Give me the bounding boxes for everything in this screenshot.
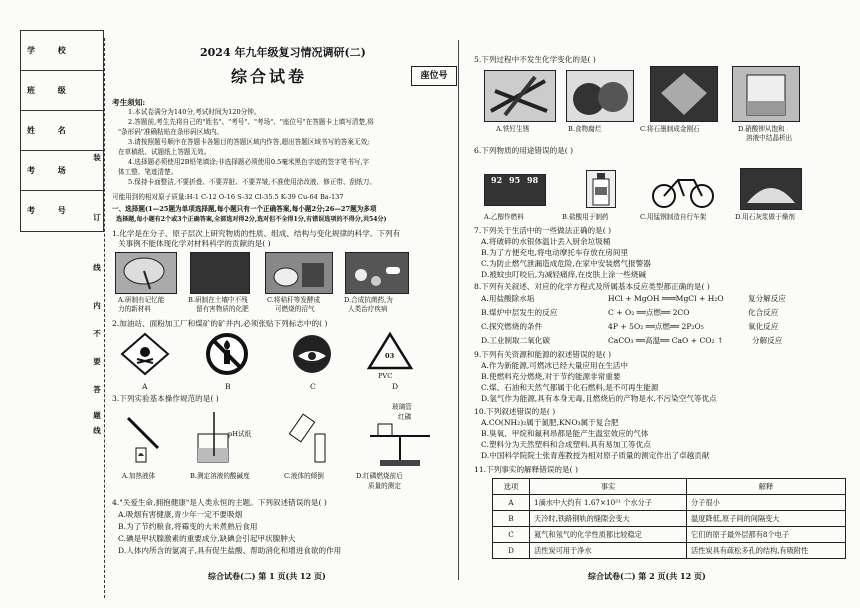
seat-number-box: 座位号 bbox=[411, 66, 457, 86]
q7-option-b: B.为了方便充电,将电动摩托车存放在房间里 bbox=[481, 248, 629, 257]
liquid-pouring-illustration bbox=[285, 410, 345, 468]
medicine-pills-image bbox=[345, 252, 409, 294]
q3-option-d-wrap: 质量的测定 bbox=[368, 482, 401, 490]
q6-option-b: B.盐酸用于制药 bbox=[562, 213, 609, 221]
q5-stem: 5.下列过程中不发生化学变化的是( ) bbox=[474, 55, 596, 64]
row-fact: 1滴水中大约有 1.67×10²¹ 个水分子 bbox=[530, 495, 687, 511]
exam-room-label: 考 场 bbox=[27, 165, 76, 175]
notice-line: "条形码"准确粘贴在条形码区域内。 bbox=[118, 128, 223, 136]
table-row bbox=[493, 527, 846, 543]
q9-option-c: C.煤、石油和天然气都属于化石燃料,是不可再生能源 bbox=[481, 383, 659, 392]
binding-char: 装 bbox=[93, 153, 101, 162]
q5-option-b: B.食物腐烂 bbox=[568, 125, 602, 133]
fuel-95: 95 bbox=[509, 175, 521, 185]
q8-row-b-equation: C + O₂ ══点燃══ 2CO bbox=[608, 308, 690, 317]
crystallization-beaker-image bbox=[732, 66, 800, 122]
q9-stem: 9.下列有关资源和能源的叙述错误的是( ) bbox=[474, 350, 612, 359]
q7-option-c: C.为防止燃气泄漏造成危险,在家中安装燃气报警器 bbox=[481, 259, 651, 268]
ph-paper-label: pH试纸 bbox=[228, 430, 252, 438]
q10-option-d: D.中国科学院院士张青莲教授为相对原子质量的测定作出了卓越贡献 bbox=[481, 451, 710, 460]
q1-option-a-wrap: 力的新材料 bbox=[118, 305, 151, 313]
glass-tube-label: 玻璃管 bbox=[392, 403, 412, 411]
graphite-diamond-image bbox=[650, 66, 718, 122]
page-footer-right: 综合试卷(二) 第 2 页(共 12 页) bbox=[588, 571, 706, 581]
header-option: 选项 bbox=[493, 479, 530, 495]
q4-option-b: B.为了节约粮食,将霉变的大米煮熟后食用 bbox=[118, 522, 258, 531]
header-explanation: 解释 bbox=[687, 479, 846, 495]
heating-liquid-illustration bbox=[118, 408, 178, 468]
q4-option-c: C.碘是甲状腺激素的重要成分,缺碘会引起甲状腺肿大 bbox=[118, 534, 296, 543]
page-divider bbox=[458, 40, 459, 580]
q7-option-d: D.被蚊虫叮咬后,为减轻痛痒,在皮肤上涂一些烧碱 bbox=[481, 270, 646, 279]
table-row bbox=[493, 543, 846, 559]
q3-stem: 3.下列实验基本操作规范的是( ) bbox=[112, 394, 219, 403]
q7-stem: 7.下列关于生活中的一些做法正确的是( ) bbox=[474, 226, 612, 235]
q8-row-d-equation: CaCO₃ ══高温══ CaO + CO₂ ↑ bbox=[608, 336, 724, 345]
q8-row-d-desc: D.工业制取二氧化碳 bbox=[481, 336, 550, 345]
exam-number-cell bbox=[21, 191, 103, 230]
bicycle-image bbox=[650, 168, 716, 210]
q3-option-b: B.测定溶液的酸碱度 bbox=[190, 472, 250, 480]
q2-option-c: C bbox=[310, 382, 316, 391]
table-row bbox=[493, 511, 846, 527]
row-option: C bbox=[493, 527, 530, 543]
notice-line: 5.保持卡面整洁,不要折叠、不要弄脏、不要弄皱,不准使用涂改液、修正带、刮纸刀。 bbox=[128, 178, 376, 186]
q4-option-d: D.人体内所含的氯离子,具有促生盐酸、帮助消化和增进食欲的作用 bbox=[118, 546, 342, 555]
section-heading: 选择题,每小题有2个或3个正确答案,全部选对得2分,选对但不全得1分,有错误选项的不得分,共54分) bbox=[116, 216, 387, 223]
q8-row-c-type: 氧化反应 bbox=[748, 322, 779, 331]
binding-line bbox=[104, 38, 105, 598]
page-footer-left: 综合试卷(二) 第 1 页(共 12 页) bbox=[208, 571, 326, 581]
q11-table bbox=[492, 478, 846, 559]
q8-row-a-equation: HCl + MgOH ═══MgCl + H₂O bbox=[608, 294, 724, 303]
table-row bbox=[493, 495, 846, 511]
binding-char: 内 bbox=[93, 301, 101, 310]
binding-char: 要 bbox=[93, 357, 101, 366]
row-option: D bbox=[493, 543, 530, 559]
q3-option-d: D.红磷燃烧前后 bbox=[356, 472, 403, 480]
q8-stem: 8.下列有关叙述、对应的化学方程式及所属基本反应类型都正确的是( ) bbox=[474, 282, 710, 291]
q6-option-c: C.用锰钢制造自行车架 bbox=[640, 213, 707, 221]
binding-char: 答 bbox=[93, 385, 101, 394]
no-fire-sign-icon bbox=[205, 332, 249, 376]
satellite-dish-image bbox=[115, 252, 177, 294]
soil-fertilizer-image bbox=[190, 252, 250, 294]
notice-line: 2.答题前,考生先将自己的"姓名"、"考号"、"考场"、"座位号"在答题卡上填写清楚,将 bbox=[128, 118, 374, 126]
q1-option-a: A.研制有记忆能 bbox=[118, 296, 165, 304]
hydrochloric-acid-bottle-image bbox=[586, 170, 616, 208]
row-fact: 氦气和氖气的化学性质都比较稳定 bbox=[530, 527, 687, 543]
exam-subtitle: 综合试卷 bbox=[231, 67, 308, 86]
q2-stem: 2.加油站、面粉加工厂和煤矿的矿井内,必须张贴下列标志中的( ) bbox=[112, 319, 328, 328]
q8-row-a-desc: A.用盐酸除水垢 bbox=[481, 294, 535, 303]
row-explanation: 活性炭具有疏松多孔的结构,有吸附性 bbox=[687, 543, 846, 559]
exam-room-cell bbox=[21, 151, 103, 191]
exam-number-label: 考 号 bbox=[27, 205, 76, 215]
section-heading: 一、选择题(1—25题为单项选择题,每小题只有一个正确答案,每小题2分;26—27题为多项 bbox=[112, 205, 377, 213]
q9-option-b: B.使燃料充分燃烧,对于节约能源非常重要 bbox=[481, 372, 621, 381]
q2-option-d: D bbox=[392, 382, 399, 391]
q9-option-a: A.作为新能源,可燃冰已经大量应用在生活中 bbox=[481, 361, 628, 370]
q3-option-a: A.加热液体 bbox=[122, 472, 156, 480]
toxic-sign-icon bbox=[120, 332, 170, 376]
q1-option-d: D.合成抗菌药,为 bbox=[344, 296, 393, 304]
pvc-label: PVC bbox=[378, 372, 393, 380]
rotten-food-image bbox=[566, 70, 634, 122]
fuel-98: 98 bbox=[527, 175, 539, 185]
q7-option-a: A.将破碎的水银体温计丢入厨余垃圾桶 bbox=[481, 237, 611, 246]
q5-option-c: C.将石墨制成金刚石 bbox=[640, 125, 700, 133]
notice-heading: 考生须知: bbox=[112, 98, 146, 107]
binding-char: 线 bbox=[93, 263, 101, 272]
q10-option-c: C.塑料分为天然塑料和合成塑料,具有易加工等优点 bbox=[481, 440, 651, 449]
school-label: 学 校 bbox=[27, 45, 76, 55]
q8-row-b-desc: B.煤炉中层发生的反应 bbox=[481, 308, 558, 317]
exam-title: 2024 年九年级复习情况调研(二) bbox=[200, 46, 366, 59]
q5-option-a: A.铁钉生锈 bbox=[496, 125, 530, 133]
q1-option-b-wrap: 留有害物质的化肥 bbox=[196, 305, 249, 313]
rusty-nails-image bbox=[484, 70, 556, 122]
q3-option-c: C.液体的倾倒 bbox=[284, 472, 324, 480]
atomic-masses: 可能用到的相对原子质量:H-1 C-12 O-16 S-32 Cl-35.5 K-39 Cu-64 Ba-137 bbox=[112, 193, 344, 201]
row-fact: 活性炭可用于净水 bbox=[530, 543, 687, 559]
binding-char: 订 bbox=[93, 213, 101, 222]
q4-stem: 4."关爱生命,拥抱健康"是人类永恒的主题。下列叙述错误的是( ) bbox=[112, 498, 327, 507]
binding-char: 不 bbox=[93, 329, 101, 338]
table-header-row bbox=[493, 479, 846, 495]
q1-stem: 关事例不能体现化学对材料科学的贡献的是( ) bbox=[118, 239, 271, 248]
q2-option-a: A bbox=[142, 382, 148, 391]
q1-option-d-wrap: 人类治疗疾病 bbox=[348, 305, 388, 313]
row-fact: 天冷时,铁路钢轨的缝隙会变大 bbox=[530, 511, 687, 527]
q8-row-c-equation: 4P + 5O₂ ══点燃══ 2P₂O₅ bbox=[608, 322, 704, 331]
q1-stem: 1.化学是在分子、原子层次上研究物质的性质、组成、结构与变化规律的科学。下列有 bbox=[112, 229, 401, 238]
q8-row-a-type: 复分解反应 bbox=[748, 294, 786, 303]
q1-option-c: C.将秸秆等发酵成 bbox=[267, 296, 321, 304]
balance-illustration bbox=[360, 420, 440, 468]
row-explanation: 它们的原子最外层都有8个电子 bbox=[687, 527, 846, 543]
notice-line: 3.请按照题号顺序在答题卡各题目的答题区域内作答,超出答题区域书写的答案无效; bbox=[128, 138, 370, 146]
notice-line: 1.本试卷满分为140分,考试时间为120分钟。 bbox=[128, 108, 261, 116]
red-phosphorus-label: 红磷 bbox=[398, 413, 412, 421]
q11-stem: 11.下列事实的解释错误的是( ) bbox=[474, 465, 578, 474]
row-explanation: 温度降低,原子间的间隔变大 bbox=[687, 511, 846, 527]
class-label: 班 级 bbox=[27, 85, 76, 95]
row-explanation: 分子很小 bbox=[687, 495, 846, 511]
q1-option-c-wrap: 可燃烧的沼气 bbox=[275, 305, 315, 313]
q6-option-d: D.用石灰浆做于燥剂 bbox=[735, 213, 795, 221]
q1-option-b: B.研制在土壤中不残 bbox=[188, 296, 248, 304]
fuel-92: 92 bbox=[491, 175, 503, 185]
q4-option-a: A.吸烟有害健康,青少年一定不要吸烟 bbox=[118, 510, 243, 519]
header-fact: 事实 bbox=[530, 479, 687, 495]
row-option: A bbox=[493, 495, 530, 511]
water-saving-sign-icon bbox=[290, 332, 334, 376]
q10-option-b: B.臭氧、甲烷和氟利昂都是能产生温室效应的气体 bbox=[481, 429, 649, 438]
q5-option-d: D.硝酸钾从饱和 bbox=[738, 125, 785, 133]
q2-option-b: B bbox=[225, 382, 231, 391]
binding-char: 线 bbox=[93, 426, 101, 435]
student-info-box bbox=[20, 30, 104, 232]
biogas-tank-image bbox=[265, 252, 333, 294]
name-cell bbox=[21, 111, 103, 151]
q10-stem: 10.下列叙述错误的是( ) bbox=[474, 407, 556, 416]
q5-option-d-wrap: 溶液中结晶析出 bbox=[746, 134, 793, 142]
q6-stem: 6.下列物质的用途错误的是( ) bbox=[474, 146, 574, 155]
notice-line: 在草稿纸、试题纸上答题无效。 bbox=[118, 148, 211, 156]
q9-option-d: D.氢气作为能源,具有本身无毒,且燃烧后的产物是水,不污染空气等优点 bbox=[481, 394, 717, 403]
binding-char: 题 bbox=[93, 411, 101, 420]
name-label: 姓 名 bbox=[27, 125, 76, 135]
notice-line: 体工整、笔迹清楚。 bbox=[118, 168, 178, 176]
q8-row-b-type: 化合反应 bbox=[748, 308, 779, 317]
row-option: B bbox=[493, 511, 530, 527]
pvc-code: 03 bbox=[385, 352, 395, 360]
q8-row-d-type: 分解反应 bbox=[752, 336, 783, 345]
q6-option-a: A.乙醇作燃料 bbox=[484, 213, 524, 221]
school-cell bbox=[21, 31, 103, 71]
q8-row-c-desc: C.探究燃烧的条件 bbox=[481, 322, 543, 331]
class-cell bbox=[21, 71, 103, 111]
q10-option-a: A.CO(NH₂)₂属于氮肥,KNO₃属于复合肥 bbox=[481, 418, 619, 427]
notice-line: 4.选择题必须使用2B铅笔填涂;非选择题必须使用0.5毫米黑色字迹的签字笔书写,字 bbox=[128, 158, 370, 166]
lime-slurry-image bbox=[740, 168, 802, 210]
